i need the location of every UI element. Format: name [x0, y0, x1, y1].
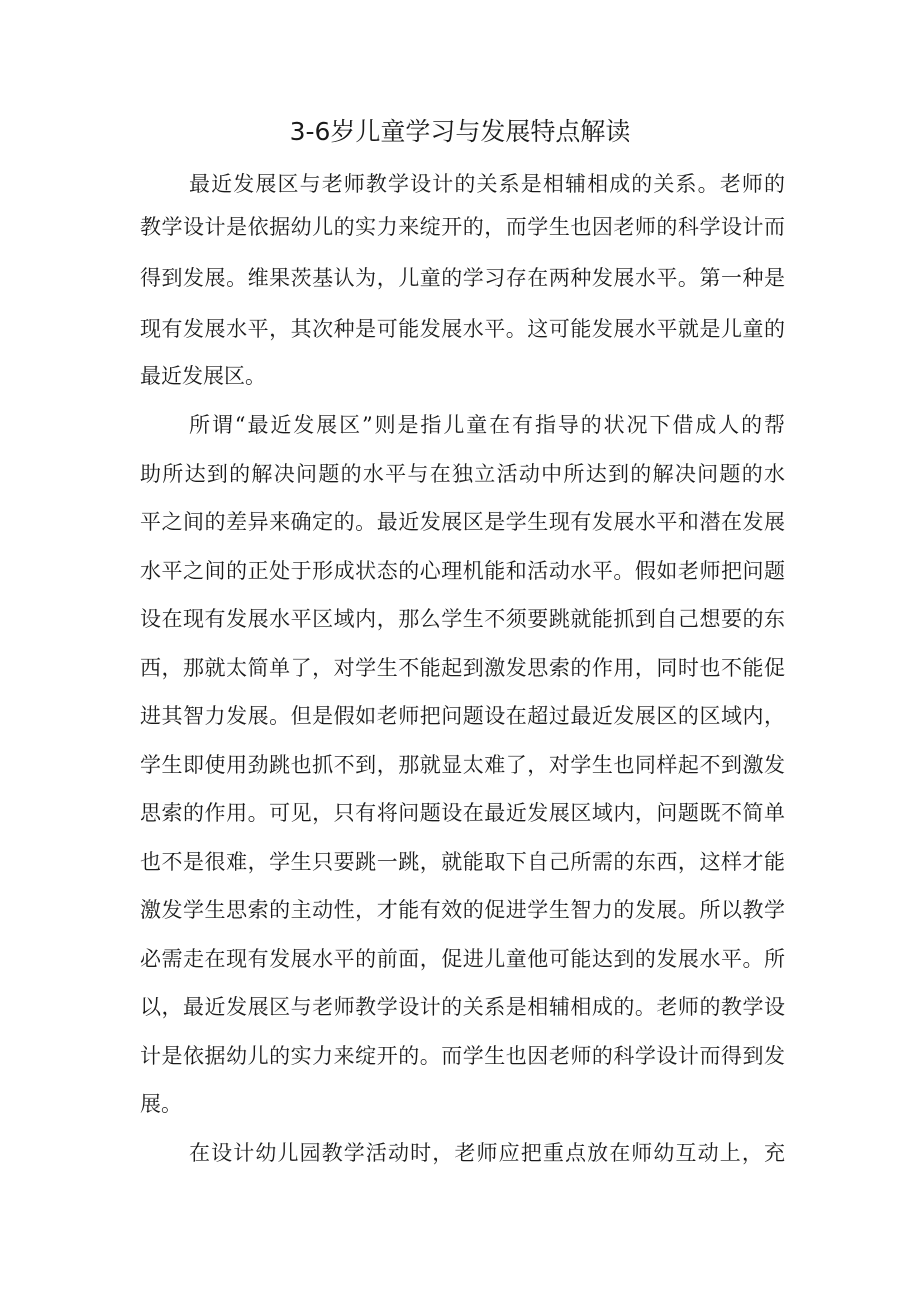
paragraph-2-line-4: 水平之间的正处于形成状态的心理机能和活动水平。假如老师把问题 [140, 559, 785, 583]
paragraph-2-line-5: 设在现有发展水平区域内，那么学生不须要跳就能抓到自己想要的东 [140, 607, 785, 631]
document-title: 3-6岁儿童学习与发展特点解读 [289, 117, 631, 146]
paragraph-2-line-13: 以，最近发展区与老师教学设计的关系是相辅相成的。老师的教学设 [140, 995, 785, 1019]
paragraph-1-line-3: 得到发展。维果茨基认为，儿童的学习存在两种发展水平。第一种是 [140, 266, 785, 290]
paragraph-2-line-8: 学生即使用劲跳也抓不到，那就显太难了，对学生也同样起不到激发 [140, 753, 785, 777]
paragraph-2-line-7: 进其智力发展。但是假如老师把问题设在超过最近发展区的区域内， [140, 704, 785, 728]
paragraph-2-line-9: 思索的作用。可见，只有将问题设在最近发展区域内，问题既不简单 [140, 801, 785, 825]
paragraph-2-line-2: 助所达到的解决问题的水平与在独立活动中所达到的解决问题的水 [140, 462, 785, 486]
paragraph-2-line-10: 也不是很难，学生只要跳一跳，就能取下自己所需的东西，这样才能 [140, 850, 785, 874]
paragraph-3-line-1: 在设计幼儿园教学活动时，老师应把重点放在师幼互动上，充 [189, 1141, 785, 1165]
paragraph-2-line-14: 计是依据幼儿的实力来绽开的。而学生也因老师的科学设计而得到发 [140, 1044, 785, 1068]
paragraph-2-line-12: 必需走在现有发展水平的前面，促进儿童他可能达到的发展水平。所 [140, 947, 785, 971]
paragraph-1-line-1: 最近发展区与老师教学设计的关系是相辅相成的关系。老师的 [189, 172, 785, 196]
paragraph-2-line-15: 展。 [140, 1092, 182, 1116]
paragraph-1-line-2: 教学设计是依据幼儿的实力来绽开的，而学生也因老师的科学设计而 [140, 215, 785, 239]
paragraph-2-line-1: 所谓“最近发展区”则是指儿童在有指导的状况下借成人的帮 [189, 413, 785, 437]
paragraph-2-line-11: 激发学生思索的主动性，才能有效的促进学生智力的发展。所以教学 [140, 898, 785, 922]
paragraph-2-line-6: 西，那就太简单了，对学生不能起到激发思索的作用，同时也不能促 [140, 656, 785, 680]
paragraph-2-line-3: 平之间的差异来确定的。最近发展区是学生现有发展水平和潜在发展 [140, 510, 785, 534]
paragraph-1-line-4: 现有发展水平，其次种是可能发展水平。这可能发展水平就是儿童的 [140, 317, 785, 341]
paragraph-1-line-5: 最近发展区。 [140, 364, 266, 388]
